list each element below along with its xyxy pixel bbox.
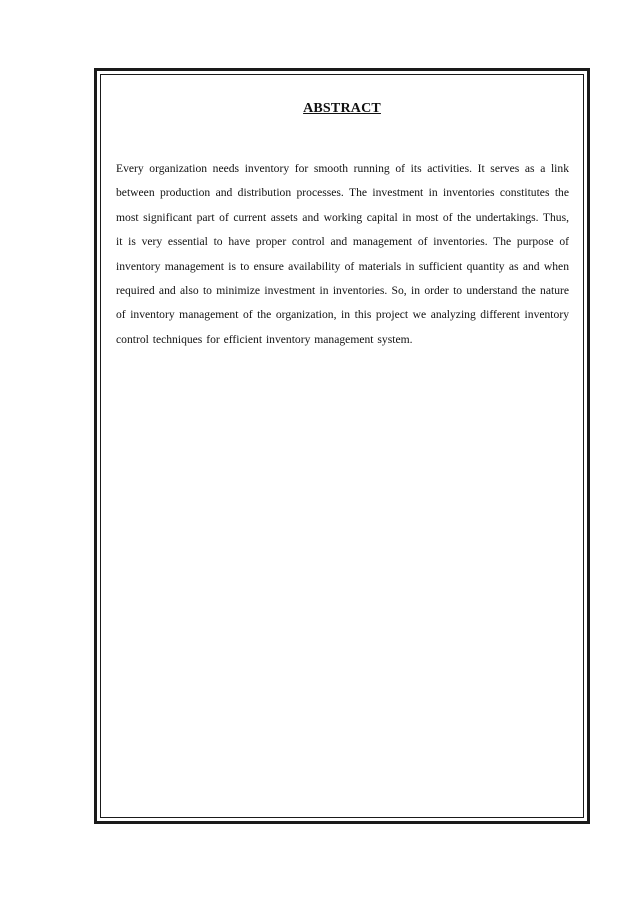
page-border-inner [100, 74, 584, 818]
page-title: ABSTRACT [303, 101, 381, 116]
page-border [94, 68, 590, 824]
abstract-paragraph: Every organization needs inventory for smooth running of its activities. It serves as a link between production and distribution processes. The investment in inventories constitutes the most significant part of current assets and working capital in most of the undertakings. Thus, it is very essential to have proper control and management of inventories. The purpose of inventory management is to ensure availability of materials in sufficient quantity as and when required and also to minimize investment in inventories. So, in order to understand the nature of inventory management of the organization, in this project we analyzing different inventory control techniques for efficient inventory management system. [116, 162, 569, 346]
